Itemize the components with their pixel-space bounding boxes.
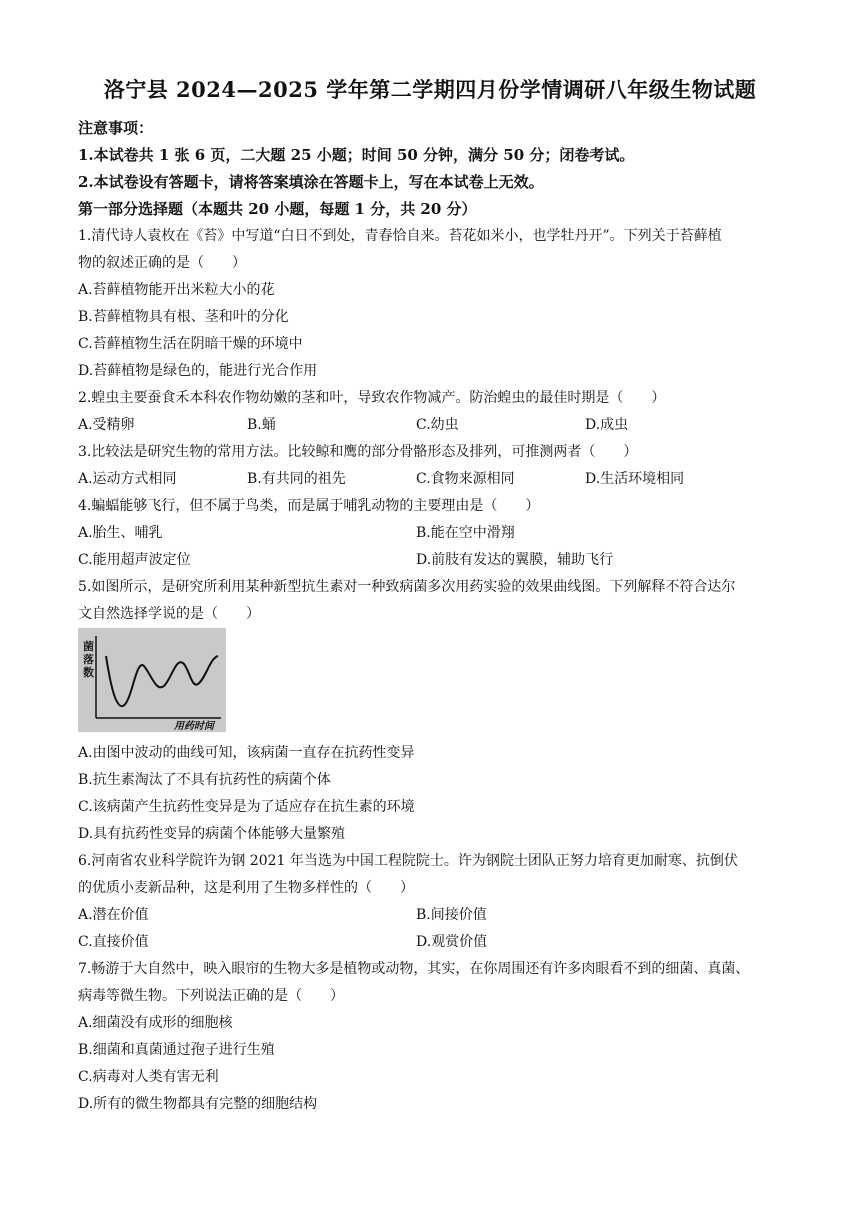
q1-option-a: A.苔藓植物能开出米粒大小的花 xyxy=(78,282,275,298)
section-heading: 第一部分选择题（本题共 20 小题，每题 1 分，共 20 分） xyxy=(78,200,477,218)
q1-option-c: C.苔藓植物生活在阴暗干燥的环境中 xyxy=(78,336,303,352)
q4-option-d: D.前肢有发达的翼膜，辅助飞行 xyxy=(416,552,614,568)
q6-option-c: C.直接价值 xyxy=(78,934,149,950)
notice-item-2: 2.本试卷设有答题卡，请将答案填涂在答题卡上，写在本试卷上无效。 xyxy=(78,173,544,191)
q4-option-b: B.能在空中滑翔 xyxy=(416,525,515,541)
q3-option-b: B.有共同的祖先 xyxy=(247,471,346,487)
q5-ylabel-3: 数 xyxy=(83,666,94,679)
q7-stem-line1: 7.畅游于大自然中，映入眼帘的生物大多是植物或动物，其实，在你周围还有许多肉眼看不到的细菌、真菌、 xyxy=(78,961,750,977)
q1-stem-line1: 1.清代诗人袁枚在《苔》中写道“白日不到处，青春恰自来。苔花如米小，也学牡丹开”。下列关于苔藓植 xyxy=(78,228,722,244)
q5-curve-chart xyxy=(78,628,226,732)
q6-option-d: D.观赏价值 xyxy=(416,934,488,950)
q2-stem: 2.蝗虫主要蚕食禾本科农作物幼嫩的茎和叶，导致农作物减产。防治蝗虫的最佳时期是（ ） xyxy=(78,390,666,406)
q5-curve-line xyxy=(106,656,218,706)
q1-stem-line2: 物的叙述正确的是（ ） xyxy=(78,255,246,271)
q6-option-b: B.间接价值 xyxy=(416,907,487,923)
q5-option-b: B.抗生素淘汰了不具有抗药性的病菌个体 xyxy=(78,772,331,788)
q3-option-d: D.生活环境相同 xyxy=(585,471,685,487)
q5-stem-line2: 文自然选择学说的是（ ） xyxy=(78,606,260,622)
q5-stem-line1: 5.如图所示，是研究所利用某种新型抗生素对一种致病菌多次用药实验的效果曲线图。下列解释不符合达尔 xyxy=(78,579,736,595)
q7-stem-line2: 病毒等微生物。下列说法正确的是（ ） xyxy=(78,988,344,1004)
notice-heading: 注意事项： xyxy=(78,119,154,137)
q4-stem: 4.蝙蝠能够飞行，但不属于鸟类，而是属于哺乳动物的主要理由是（ ） xyxy=(78,498,540,514)
q2-option-a: A.受精卵 xyxy=(78,417,135,433)
q7-option-c: C.病毒对人类有害无利 xyxy=(78,1069,219,1085)
q3-option-c: C.食物来源相同 xyxy=(416,471,515,487)
q6-option-a: A.潜在价值 xyxy=(78,907,149,923)
q2-option-b: B.蛹 xyxy=(247,417,276,433)
q5-ylabel-2: 落 xyxy=(83,653,94,666)
q2-option-d: D.成虫 xyxy=(585,417,629,433)
q7-option-a: A.细菌没有成形的细胞核 xyxy=(78,1015,233,1031)
q5-option-d: D.具有抗药性变异的病菌个体能够大量繁殖 xyxy=(78,826,346,842)
q6-stem-line1: 6.河南省农业科学院许为钢 2021 年当选为中国工程院院士。许为钢院士团队正努力培育更加耐寒、抗倒伏 xyxy=(78,853,738,869)
q3-stem: 3.比较法是研究生物的常用方法。比较鲸和鹰的部分骨骼形态及排列，可推测两者（ ） xyxy=(78,444,638,460)
q5-figure xyxy=(78,628,226,732)
q7-option-d: D.所有的微生物都具有完整的细胞结构 xyxy=(78,1096,318,1112)
q5-option-a: A.由图中波动的曲线可知，该病菌一直存在抗药性变异 xyxy=(78,745,415,761)
q4-option-a: A.胎生、哺乳 xyxy=(78,525,163,541)
q7-option-b: B.细菌和真菌通过孢子进行生殖 xyxy=(78,1042,275,1058)
q5-ylabel-1: 菌 xyxy=(83,640,94,653)
q5-option-c: C.该病菌产生抗药性变异是为了适应存在抗生素的环境 xyxy=(78,799,415,815)
notice-item-1: 1.本试卷共 1 张 6 页，二大题 25 小题；时间 50 分钟，满分 50 分；闭卷考试。 xyxy=(78,146,635,164)
q5-xlabel: 用药时间 xyxy=(174,721,214,732)
q4-option-c: C.能用超声波定位 xyxy=(78,552,191,568)
q2-option-c: C.幼虫 xyxy=(416,417,459,433)
q3-option-a: A.运动方式相同 xyxy=(78,471,177,487)
q1-option-d: D.苔藓植物是绿色的，能进行光合作用 xyxy=(78,363,318,379)
q6-stem-line2: 的优质小麦新品种，这是利用了生物多样性的（ ） xyxy=(78,880,414,896)
page-title: 洛宁县 2024—2025 学年第二学期四月份学情调研八年级生物试题 xyxy=(103,77,757,102)
q1-option-b: B.苔藓植物具有根、茎和叶的分化 xyxy=(78,309,289,325)
